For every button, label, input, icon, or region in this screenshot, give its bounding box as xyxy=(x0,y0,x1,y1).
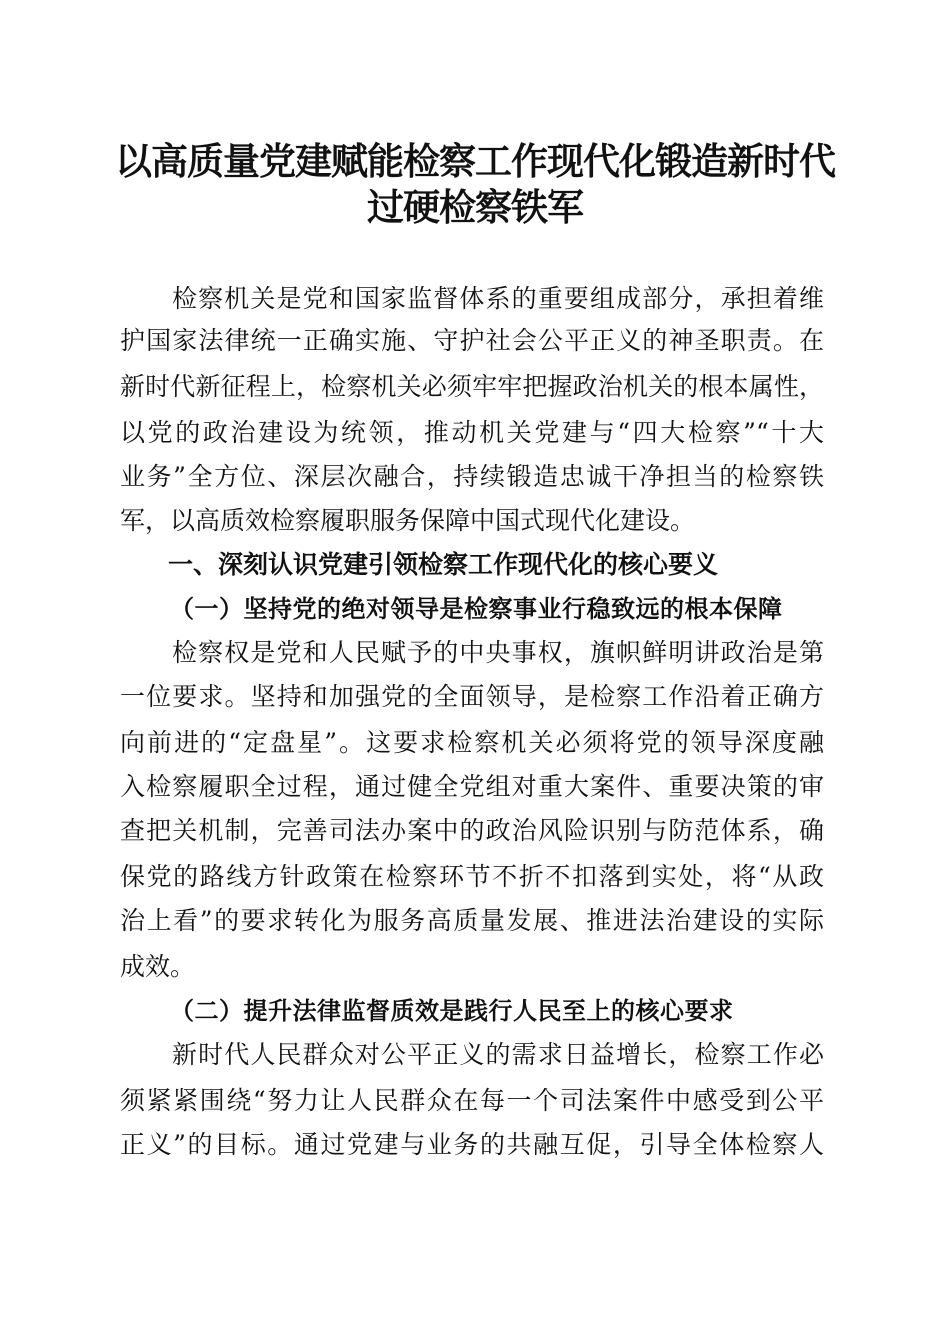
subsection-1-line: 成效。 xyxy=(120,952,196,981)
subsection-2-line: 正义”的目标。通过党建与业务的共融互促，引导全体检察人 xyxy=(120,1130,824,1159)
subsection-1-line: 查把关机制，完善司法办案中的政治风险识别与防范体系，确 xyxy=(120,816,824,845)
intro-paragraph-line: 以党的政治建设为统领，推动机关党建与“四大检察”“十大 xyxy=(120,418,824,447)
intro-paragraph-line: 业务”全方位、深层次融合，持续锻造忠诚干净担当的检察铁 xyxy=(120,462,824,491)
subsection-heading-1: （一）坚持党的绝对领导是检察事业行稳致远的根本保障 xyxy=(170,594,783,623)
section-heading-1: 一、深刻认识党建引领检察工作现代化的核心要义 xyxy=(168,550,719,579)
subsection-1-line: 向前进的“定盘星”。这要求检察机关必须将党的领导深度融 xyxy=(120,728,824,757)
subsection-1-line: 保党的路线方针政策在检察环节不折不扣落到实处，将“从政 xyxy=(120,862,824,891)
intro-paragraph-line: 新时代新征程上，检察机关必须牢牢把握政治机关的根本属性， xyxy=(120,372,824,401)
subsection-2-line: 须紧紧围绕“努力让人民群众在每一个司法案件中感受到公平 xyxy=(120,1086,824,1115)
subsection-2-line: 新时代人民群众对公平正义的需求日益增长，检察工作必 xyxy=(172,1040,824,1069)
subsection-1-line: 治上看”的要求转化为服务高质量发展、推进法治建设的实际 xyxy=(120,906,824,935)
subsection-heading-2: （二）提升法律监督质效是践行人民至上的核心要求 xyxy=(170,996,734,1025)
document-title-line-1: 以高质量党建赋能检察工作现代化锻造新时代 xyxy=(115,140,835,183)
intro-paragraph-line: 检察机关是党和国家监督体系的重要组成部分，承担着维 xyxy=(172,284,824,313)
subsection-1-line: 入检察履职全过程，通过健全党组对重大案件、重要决策的审 xyxy=(120,772,824,801)
document-title-line-2: 过硬检察铁军 xyxy=(367,186,583,229)
intro-paragraph-line: 军，以高质效检察履职服务保障中国式现代化建设。 xyxy=(120,506,696,535)
subsection-1-line: 检察权是党和人民赋予的中央事权，旗帜鲜明讲政治是第 xyxy=(172,638,824,667)
intro-paragraph-line: 护国家法律统一正确实施、守护社会公平正义的神圣职责。在 xyxy=(120,326,824,355)
subsection-1-line: 一位要求。坚持和加强党的全面领导，是检察工作沿着正确方 xyxy=(120,682,824,711)
